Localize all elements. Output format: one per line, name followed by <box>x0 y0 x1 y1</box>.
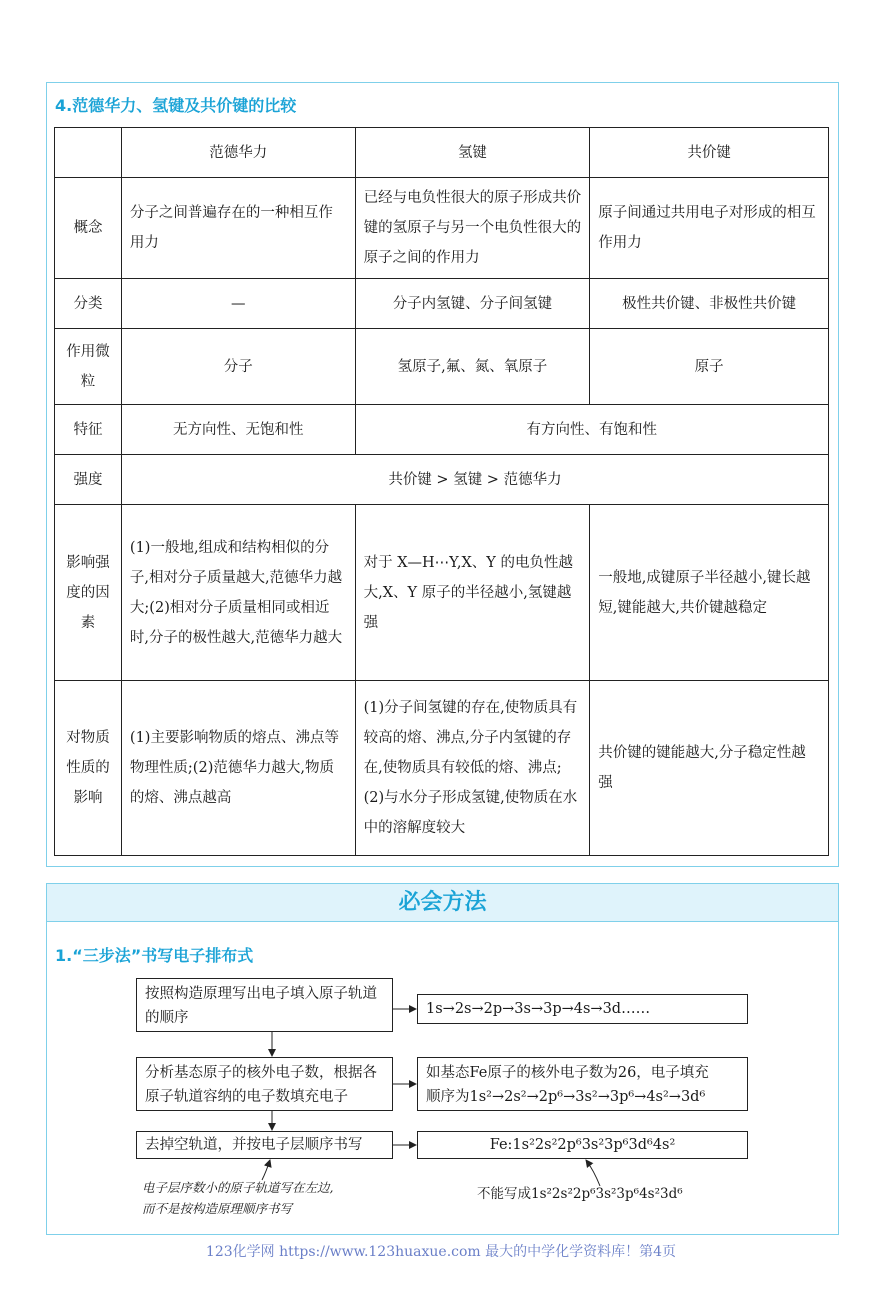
note-left-line1: 电子层序数小的原子轨道写在左边, <box>142 1180 334 1195</box>
table-cell: 一般地,成键原子半径越小,键长越短,键能越大,共价键越稳定 <box>590 505 829 681</box>
row-label: 对物质性质的影响 <box>55 681 122 856</box>
step1-result-box: 1s→2s→2p→3s→3p→4s→3d…… <box>417 994 748 1024</box>
table-cell: 共价键的键能越大,分子稳定性越强 <box>590 681 829 856</box>
step3-box: 去掉空轨道，并按电子层顺序书写 <box>136 1131 393 1159</box>
header-cell: 范德华力 <box>121 128 355 178</box>
page-footer: 123化学网 https://www.123huaxue.com 最大的中学化学资料库！第4页 <box>205 1244 677 1260</box>
section-title: 4.范德华力、氢键及共价键的比较 <box>55 96 297 115</box>
table-cell: — <box>121 279 355 329</box>
table-cell: 分子 <box>121 329 355 405</box>
step3-result-box: Fe:1s²2s²2p⁶3s²3p⁶3d⁶4s² <box>417 1131 748 1159</box>
row-label: 强度 <box>55 455 122 505</box>
table-cell: 有方向性、有饱和性 <box>355 405 828 455</box>
table-cell: 分子内氢键、分子间氢键 <box>355 279 590 329</box>
step2-box: 分析基态原子的核外电子数，根据各原子轨道容纳的电子数填充电子 <box>136 1057 393 1111</box>
note-right: 不能写成1s²2s²2p⁶3s²3p⁶4s²3d⁶ <box>477 1186 683 1202</box>
note-right-pointer <box>586 1160 600 1186</box>
note-left-line2: 而不是按构造原理顺序书写 <box>142 1201 293 1216</box>
note-left-pointer <box>262 1160 270 1180</box>
step2-result-line2: 顺序为1s²→2s²→2p⁶→3s²→3p⁶→4s²→3d⁶ <box>426 1089 706 1105</box>
table-cell: 已经与电负性很大的原子形成共价键的氢原子与另一个电负性很大的原子之间的作用力 <box>355 178 590 279</box>
header-cell: 共价键 <box>590 128 829 178</box>
table-cell: 原子 <box>590 329 829 405</box>
table-cell: 氢原子,氟、氮、氧原子 <box>355 329 590 405</box>
table-cell: 分子之间普遍存在的一种相互作用力 <box>121 178 355 279</box>
table-cell: 对于 X—H⋯Y,X、Y 的电负性越大,X、Y 原子的半径越小,氢键越强 <box>355 505 590 681</box>
row-label: 特征 <box>55 405 122 455</box>
table-cell: (1)分子间氢键的存在,使物质具有较高的熔、沸点,分子内氢键的存在,使物质具有较低的熔、沸点;(2)与水分子形成氢键,使物质在水中的溶解度较大 <box>355 681 590 856</box>
table-cell: 无方向性、无饱和性 <box>121 405 355 455</box>
row-label: 分类 <box>55 279 122 329</box>
table-cell: 原子间通过共用电子对形成的相互作用力 <box>590 178 829 279</box>
row-label: 概念 <box>55 178 122 279</box>
table-cell: (1)一般地,组成和结构相似的分子,相对分子质量越大,范德华力越大;(2)相对分子质量相同或相近时,分子的极性越大,范德华力越大 <box>121 505 355 681</box>
step1-box: 按照构造原理写出电子填入原子轨道的顺序 <box>136 978 393 1032</box>
methods-banner: 必会方法 <box>47 884 838 922</box>
table-cell: 极性共价键、非极性共价键 <box>590 279 829 329</box>
header-cell: 氢键 <box>355 128 590 178</box>
row-label: 影响强度的因素 <box>55 505 122 681</box>
row-label: 作用微粒 <box>55 329 122 405</box>
table-cell: (1)主要影响物质的熔点、沸点等物理性质;(2)范德华力越大,物质的熔、沸点越高 <box>121 681 355 856</box>
step2-result-line1: 如基态Fe原子的核外电子数为26，电子填充 <box>426 1065 709 1081</box>
table-cell: 共价键 > 氢键 > 范德华力 <box>121 455 828 505</box>
methods-subtitle: 1.“三步法”书写电子排布式 <box>55 946 254 965</box>
